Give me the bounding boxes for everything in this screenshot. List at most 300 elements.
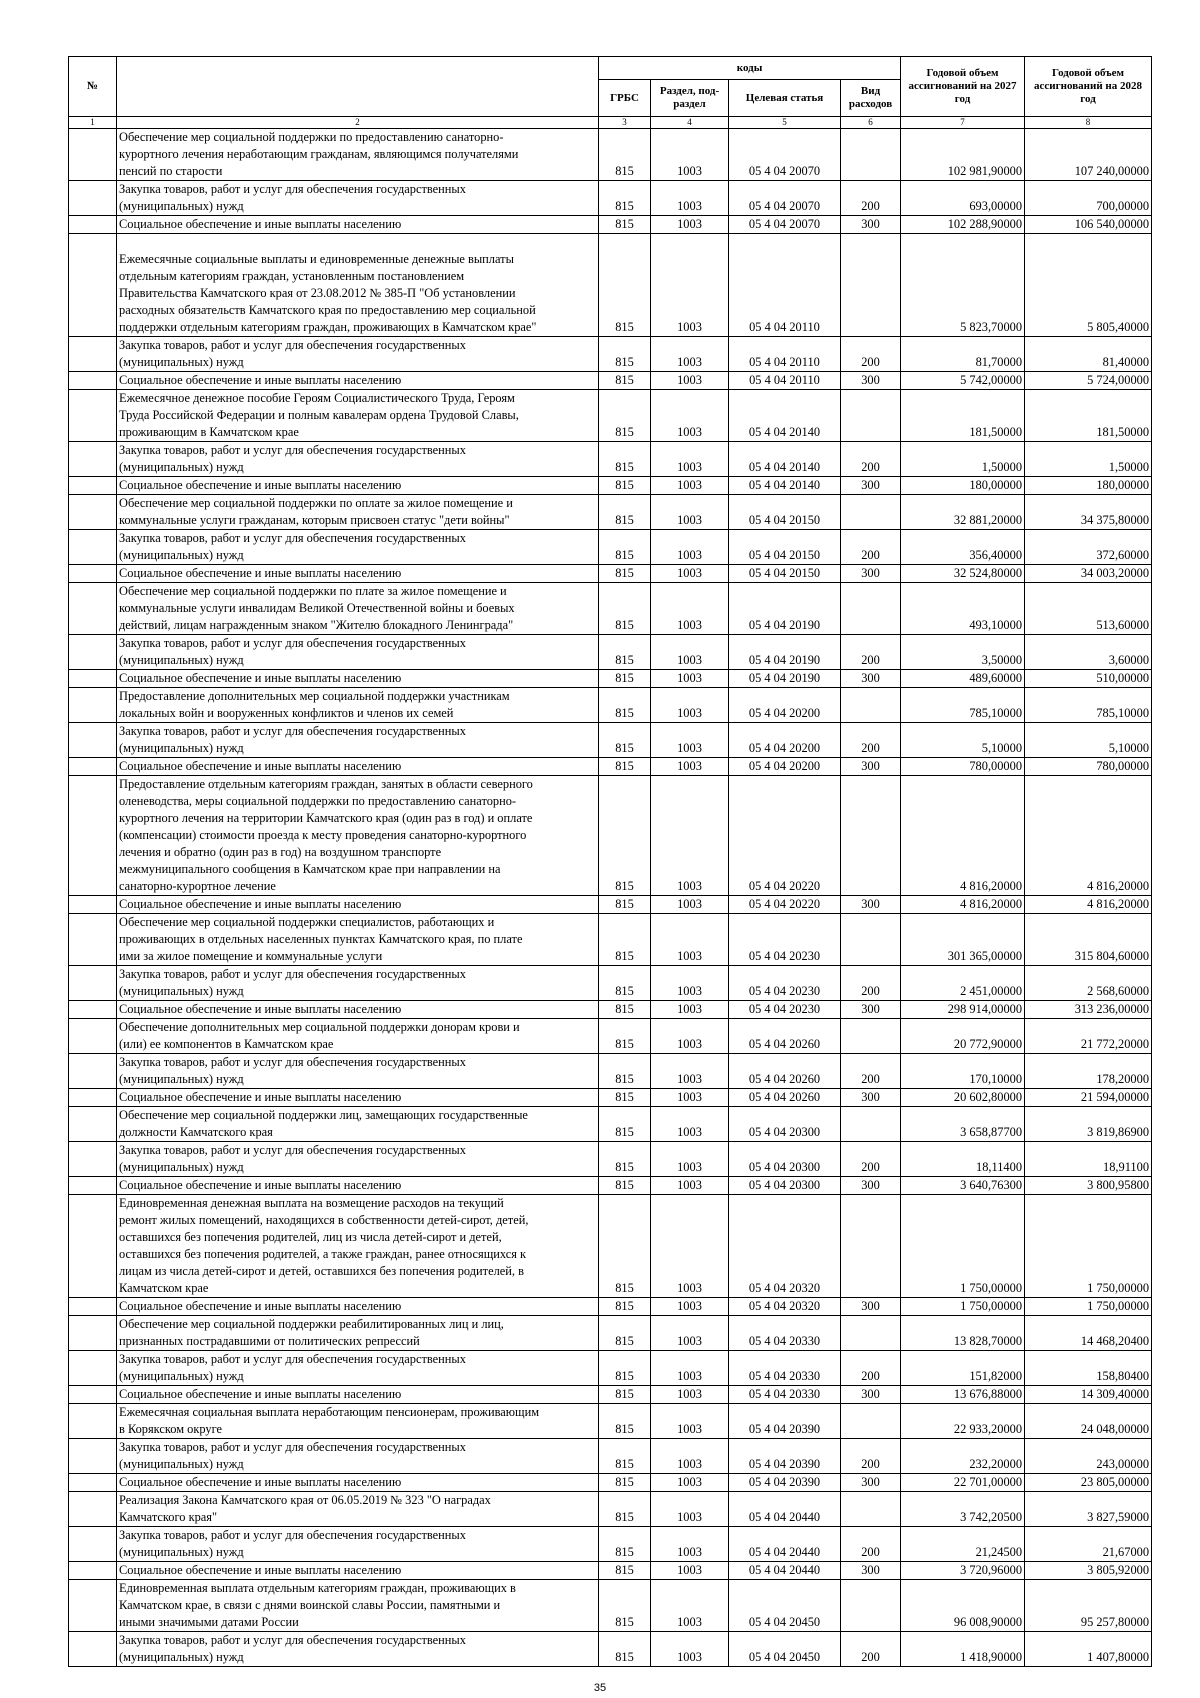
- row-name-cell: Обеспечение мер социальной поддержки реабилитированных лиц и лиц, признанных пострадавшими от политических репрессий: [117, 1316, 599, 1351]
- row-2027-cell: 1 750,00000: [901, 1298, 1025, 1316]
- row-section-cell: 1003: [651, 914, 729, 966]
- row-2027-cell: 4 816,20000: [901, 896, 1025, 914]
- row-kind-cell: 300: [841, 565, 901, 583]
- row-grbs-cell: 815: [599, 1351, 651, 1386]
- row-target-cell: 05 4 04 20230: [729, 966, 841, 1001]
- row-2027-cell: 18,11400: [901, 1142, 1025, 1177]
- row-2028-cell: 24 048,00000: [1025, 1404, 1152, 1439]
- row-number-cell: [69, 565, 117, 583]
- row-section-cell: 1003: [651, 495, 729, 530]
- row-2027-cell: 81,70000: [901, 337, 1025, 372]
- row-kind-cell: 300: [841, 1562, 901, 1580]
- row-number-cell: [69, 234, 117, 337]
- row-2028-cell: 372,60000: [1025, 530, 1152, 565]
- row-2028-cell: 180,00000: [1025, 477, 1152, 495]
- table-row: [69, 495, 1152, 530]
- column-number: 2: [117, 117, 599, 129]
- row-number-cell: [69, 1351, 117, 1386]
- row-section-cell: 1003: [651, 670, 729, 688]
- row-number-cell: [69, 1580, 117, 1632]
- row-kind-cell: [841, 1019, 901, 1054]
- row-number-cell: [69, 1562, 117, 1580]
- row-kind-cell: 200: [841, 966, 901, 1001]
- row-grbs-cell: 815: [599, 670, 651, 688]
- row-kind-cell: [841, 583, 901, 635]
- row-grbs-cell: 815: [599, 565, 651, 583]
- row-kind-cell: [841, 1107, 901, 1142]
- table-row: [69, 723, 1152, 758]
- row-target-cell: 05 4 04 20390: [729, 1404, 841, 1439]
- row-target-cell: 05 4 04 20110: [729, 372, 841, 390]
- row-2027-cell: 20 602,80000: [901, 1089, 1025, 1107]
- row-grbs-cell: 815: [599, 129, 651, 181]
- row-number-cell: [69, 372, 117, 390]
- row-kind-cell: 200: [841, 337, 901, 372]
- row-name-cell: Закупка товаров, работ и услуг для обеспечения государственных (муниципальных) нужд: [117, 1632, 599, 1667]
- row-number-cell: [69, 1019, 117, 1054]
- table-row: [69, 216, 1152, 234]
- row-grbs-cell: 815: [599, 1001, 651, 1019]
- row-grbs-cell: 815: [599, 1054, 651, 1089]
- header-target: Целевая статья: [729, 80, 841, 117]
- row-name-cell: Социальное обеспечение и иные выплаты населению: [117, 758, 599, 776]
- row-kind-cell: [841, 1195, 901, 1298]
- row-target-cell: 05 4 04 20150: [729, 495, 841, 530]
- row-target-cell: 05 4 04 20150: [729, 530, 841, 565]
- table-row: [69, 1632, 1152, 1667]
- row-2028-cell: 181,50000: [1025, 390, 1152, 442]
- row-grbs-cell: 815: [599, 495, 651, 530]
- row-target-cell: 05 4 04 20260: [729, 1019, 841, 1054]
- row-grbs-cell: 815: [599, 914, 651, 966]
- row-kind-cell: [841, 129, 901, 181]
- table-row: [69, 1404, 1152, 1439]
- row-section-cell: 1003: [651, 635, 729, 670]
- row-name-cell: Социальное обеспечение и иные выплаты населению: [117, 1089, 599, 1107]
- row-number-cell: [69, 181, 117, 216]
- row-grbs-cell: 815: [599, 1298, 651, 1316]
- row-target-cell: 05 4 04 20440: [729, 1562, 841, 1580]
- row-target-cell: 05 4 04 20320: [729, 1298, 841, 1316]
- row-2028-cell: 1,50000: [1025, 442, 1152, 477]
- row-target-cell: 05 4 04 20390: [729, 1439, 841, 1474]
- row-2027-cell: 22 933,20000: [901, 1404, 1025, 1439]
- table-row: [69, 1316, 1152, 1351]
- row-2027-cell: 2 451,00000: [901, 966, 1025, 1001]
- row-grbs-cell: 815: [599, 688, 651, 723]
- row-name-cell: Социальное обеспечение и иные выплаты населению: [117, 1298, 599, 1316]
- row-name-cell: Обеспечение мер социальной поддержки по предоставлению санаторно- курортного лечения неработающим гражданам, являющимся получателями пенсий по старости: [117, 129, 599, 181]
- table-row: [69, 688, 1152, 723]
- row-section-cell: 1003: [651, 1632, 729, 1667]
- row-grbs-cell: 815: [599, 390, 651, 442]
- row-2028-cell: 1 750,00000: [1025, 1195, 1152, 1298]
- row-kind-cell: 300: [841, 1298, 901, 1316]
- row-grbs-cell: 815: [599, 1316, 651, 1351]
- row-target-cell: 05 4 04 20300: [729, 1177, 841, 1195]
- row-2027-cell: 693,00000: [901, 181, 1025, 216]
- row-name-cell: Обеспечение мер социальной поддержки по плате за жилое помещение и коммунальные услуги инвалидам Великой Отечественной войны и боевых действий, лицам награжденным знаком "Жителю блокадного Ленинграда": [117, 583, 599, 635]
- row-2027-cell: 356,40000: [901, 530, 1025, 565]
- row-2028-cell: 510,00000: [1025, 670, 1152, 688]
- column-number: 8: [1025, 117, 1152, 129]
- row-section-cell: 1003: [651, 896, 729, 914]
- row-2028-cell: 34 003,20000: [1025, 565, 1152, 583]
- table-row: [69, 1527, 1152, 1562]
- row-number-cell: [69, 914, 117, 966]
- column-number: 3: [599, 117, 651, 129]
- row-kind-cell: 300: [841, 670, 901, 688]
- row-number-cell: [69, 688, 117, 723]
- row-name-cell: Социальное обеспечение и иные выплаты населению: [117, 1177, 599, 1195]
- row-number-cell: [69, 1474, 117, 1492]
- row-target-cell: 05 4 04 20450: [729, 1580, 841, 1632]
- row-2027-cell: 5,10000: [901, 723, 1025, 758]
- row-2028-cell: 178,20000: [1025, 1054, 1152, 1089]
- table-row: [69, 1492, 1152, 1527]
- row-number-cell: [69, 337, 117, 372]
- row-name-cell: Закупка товаров, работ и услуг для обеспечения государственных (муниципальных) нужд: [117, 1527, 599, 1562]
- row-name-cell: Закупка товаров, работ и услуг для обеспечения государственных (муниципальных) нужд: [117, 723, 599, 758]
- row-section-cell: 1003: [651, 1386, 729, 1404]
- row-2027-cell: 32 881,20000: [901, 495, 1025, 530]
- row-section-cell: 1003: [651, 583, 729, 635]
- row-2027-cell: 5 823,70000: [901, 234, 1025, 337]
- row-target-cell: 05 4 04 20330: [729, 1386, 841, 1404]
- row-number-cell: [69, 1632, 117, 1667]
- row-section-cell: 1003: [651, 1351, 729, 1386]
- row-number-cell: [69, 495, 117, 530]
- row-kind-cell: 300: [841, 1001, 901, 1019]
- row-section-cell: 1003: [651, 1054, 729, 1089]
- row-grbs-cell: 815: [599, 966, 651, 1001]
- row-kind-cell: 300: [841, 1386, 901, 1404]
- row-grbs-cell: 815: [599, 1177, 651, 1195]
- row-kind-cell: 200: [841, 1351, 901, 1386]
- row-2028-cell: 3,60000: [1025, 635, 1152, 670]
- row-kind-cell: 200: [841, 1527, 901, 1562]
- row-number-cell: [69, 1142, 117, 1177]
- row-kind-cell: 200: [841, 1142, 901, 1177]
- row-2027-cell: 489,60000: [901, 670, 1025, 688]
- row-number-cell: [69, 1386, 117, 1404]
- row-kind-cell: 300: [841, 1089, 901, 1107]
- row-grbs-cell: 815: [599, 1562, 651, 1580]
- row-2028-cell: 14 309,40000: [1025, 1386, 1152, 1404]
- row-target-cell: 05 4 04 20440: [729, 1527, 841, 1562]
- row-name-cell: Ежемесячные социальные выплаты и единовременные денежные выплаты отдельным категориям граждан, установленным постановлением Правительства Камчатского края от 23.08.2012 № 385-П "Об установлении расходных обязательств Камчатского края по предоставлению мер социальной поддержки отдельным категориям граждан, проживающих в Камчатском крае": [117, 234, 599, 337]
- row-section-cell: 1003: [651, 1474, 729, 1492]
- table-row: [69, 530, 1152, 565]
- row-target-cell: 05 4 04 20190: [729, 670, 841, 688]
- row-name-cell: Единовременная денежная выплата на возмещение расходов на текущий ремонт жилых помещений, находящихся в собственности детей-сирот, детей, оставшихся без попечения родителей, лиц из числа детей-сирот и детей, оставшихся без попечения родителей, а также граждан, ранее относящихся к лицам из числа детей-сирот и детей, оставшихся без попечения родителей, в Камчатском крае: [117, 1195, 599, 1298]
- row-section-cell: 1003: [651, 1580, 729, 1632]
- row-target-cell: 05 4 04 20150: [729, 565, 841, 583]
- row-kind-cell: 300: [841, 758, 901, 776]
- row-section-cell: 1003: [651, 688, 729, 723]
- row-target-cell: 05 4 04 20300: [729, 1142, 841, 1177]
- row-name-cell: Социальное обеспечение и иные выплаты населению: [117, 1562, 599, 1580]
- row-2028-cell: 3 827,59000: [1025, 1492, 1152, 1527]
- budget-table: [68, 56, 1152, 1667]
- row-kind-cell: 300: [841, 1474, 901, 1492]
- table-row: [69, 442, 1152, 477]
- row-kind-cell: 200: [841, 635, 901, 670]
- row-target-cell: 05 4 04 20200: [729, 688, 841, 723]
- row-section-cell: 1003: [651, 181, 729, 216]
- row-name-cell: Закупка товаров, работ и услуг для обеспечения государственных (муниципальных) нужд: [117, 966, 599, 1001]
- row-name-cell: Социальное обеспечение и иные выплаты населению: [117, 1001, 599, 1019]
- table-row: [69, 914, 1152, 966]
- row-2027-cell: 4 816,20000: [901, 776, 1025, 896]
- row-target-cell: 05 4 04 20330: [729, 1351, 841, 1386]
- row-2028-cell: 513,60000: [1025, 583, 1152, 635]
- row-section-cell: 1003: [651, 1439, 729, 1474]
- row-2028-cell: 95 257,80000: [1025, 1580, 1152, 1632]
- row-name-cell: Социальное обеспечение и иные выплаты населению: [117, 477, 599, 495]
- row-2028-cell: 313 236,00000: [1025, 1001, 1152, 1019]
- row-2027-cell: 170,10000: [901, 1054, 1025, 1089]
- row-name-cell: Предоставление отдельным категориям граждан, занятых в области северного оленеводства, меры социальной поддержки по предоставлению санаторно- курортного лечения на территории Камчатского края (один раз в год) и оплате (компенсации) стоимости проезда к месту проведения санаторно-курортного лечения и обратно (один раз в год) на воздушном транспорте межмуниципального сообщения в Камчатском крае при направлении на санаторно-курортное лечение: [117, 776, 599, 896]
- column-number: 5: [729, 117, 841, 129]
- row-number-cell: [69, 1404, 117, 1439]
- row-grbs-cell: 815: [599, 1439, 651, 1474]
- row-number-cell: [69, 390, 117, 442]
- table-row: [69, 181, 1152, 216]
- row-2028-cell: 106 540,00000: [1025, 216, 1152, 234]
- row-number-cell: [69, 1054, 117, 1089]
- row-number-cell: [69, 1195, 117, 1298]
- header-2027: Годовой объем ассигнований на 2027 год: [901, 57, 1025, 117]
- row-2027-cell: 180,00000: [901, 477, 1025, 495]
- row-kind-cell: 300: [841, 372, 901, 390]
- row-number-cell: [69, 966, 117, 1001]
- table-row: [69, 1474, 1152, 1492]
- row-kind-cell: 300: [841, 216, 901, 234]
- row-grbs-cell: 815: [599, 1019, 651, 1054]
- row-section-cell: 1003: [651, 966, 729, 1001]
- row-name-cell: Закупка товаров, работ и услуг для обеспечения государственных (муниципальных) нужд: [117, 635, 599, 670]
- row-section-cell: 1003: [651, 1404, 729, 1439]
- table-row: [69, 477, 1152, 495]
- row-target-cell: 05 4 04 20200: [729, 723, 841, 758]
- row-section-cell: 1003: [651, 1195, 729, 1298]
- column-number: 4: [651, 117, 729, 129]
- row-name-cell: Социальное обеспечение и иные выплаты населению: [117, 372, 599, 390]
- row-2028-cell: 780,00000: [1025, 758, 1152, 776]
- row-number-cell: [69, 635, 117, 670]
- row-section-cell: 1003: [651, 1089, 729, 1107]
- table-row: [69, 1298, 1152, 1316]
- header-name: [117, 57, 599, 117]
- row-kind-cell: [841, 914, 901, 966]
- row-2027-cell: 181,50000: [901, 390, 1025, 442]
- row-number-cell: [69, 776, 117, 896]
- table-row: [69, 583, 1152, 635]
- row-target-cell: 05 4 04 20200: [729, 758, 841, 776]
- row-target-cell: 05 4 04 20440: [729, 1492, 841, 1527]
- row-kind-cell: [841, 495, 901, 530]
- row-target-cell: 05 4 04 20390: [729, 1474, 841, 1492]
- row-grbs-cell: 815: [599, 1404, 651, 1439]
- row-2027-cell: 1 418,90000: [901, 1632, 1025, 1667]
- row-2027-cell: 3 658,87700: [901, 1107, 1025, 1142]
- row-section-cell: 1003: [651, 1177, 729, 1195]
- row-name-cell: Закупка товаров, работ и услуг для обеспечения государственных (муниципальных) нужд: [117, 337, 599, 372]
- row-2028-cell: 14 468,20400: [1025, 1316, 1152, 1351]
- row-kind-cell: [841, 1316, 901, 1351]
- table-row: [69, 966, 1152, 1001]
- row-kind-cell: 200: [841, 723, 901, 758]
- header-kind: Вид расходов: [841, 80, 901, 117]
- row-number-cell: [69, 1439, 117, 1474]
- row-2028-cell: 34 375,80000: [1025, 495, 1152, 530]
- row-kind-cell: 200: [841, 1632, 901, 1667]
- row-target-cell: 05 4 04 20260: [729, 1054, 841, 1089]
- row-number-cell: [69, 723, 117, 758]
- row-2028-cell: 21,67000: [1025, 1527, 1152, 1562]
- table-row: [69, 372, 1152, 390]
- row-section-cell: 1003: [651, 234, 729, 337]
- row-2027-cell: 151,82000: [901, 1351, 1025, 1386]
- row-grbs-cell: 815: [599, 216, 651, 234]
- row-name-cell: Реализация Закона Камчатского края от 06.05.2019 № 323 "О наградах Камчатского края": [117, 1492, 599, 1527]
- row-name-cell: Закупка товаров, работ и услуг для обеспечения государственных (муниципальных) нужд: [117, 1439, 599, 1474]
- row-section-cell: 1003: [651, 1019, 729, 1054]
- row-grbs-cell: 815: [599, 635, 651, 670]
- row-grbs-cell: 815: [599, 1632, 651, 1667]
- row-section-cell: 1003: [651, 337, 729, 372]
- row-name-cell: Ежемесячное денежное пособие Героям Социалистического Труда, Героям Труда Российской Федерации и полным кавалерам ордена Трудовой Славы, проживающим в Камчатском крае: [117, 390, 599, 442]
- table-row: [69, 1562, 1152, 1580]
- row-2027-cell: 3,50000: [901, 635, 1025, 670]
- row-grbs-cell: 815: [599, 1195, 651, 1298]
- column-number: 1: [69, 117, 117, 129]
- row-kind-cell: 300: [841, 477, 901, 495]
- table-row: [69, 1142, 1152, 1177]
- row-target-cell: 05 4 04 20110: [729, 234, 841, 337]
- row-2027-cell: 102 981,90000: [901, 129, 1025, 181]
- row-grbs-cell: 815: [599, 337, 651, 372]
- row-number-cell: [69, 670, 117, 688]
- row-target-cell: 05 4 04 20300: [729, 1107, 841, 1142]
- row-number-cell: [69, 583, 117, 635]
- row-grbs-cell: 815: [599, 477, 651, 495]
- row-target-cell: 05 4 04 20450: [729, 1632, 841, 1667]
- row-2028-cell: 3 800,95800: [1025, 1177, 1152, 1195]
- row-2028-cell: 18,91100: [1025, 1142, 1152, 1177]
- row-number-cell: [69, 1316, 117, 1351]
- row-grbs-cell: 815: [599, 1580, 651, 1632]
- row-2027-cell: 232,20000: [901, 1439, 1025, 1474]
- table-row: [69, 758, 1152, 776]
- row-name-cell: Единовременная выплата отдельным категориям граждан, проживающих в Камчатском крае, в связи с днями воинской славы России, памятными и иными значимыми датами России: [117, 1580, 599, 1632]
- row-2028-cell: 21 594,00000: [1025, 1089, 1152, 1107]
- row-target-cell: 05 4 04 20140: [729, 477, 841, 495]
- row-name-cell: Обеспечение мер социальной поддержки специалистов, работающих и проживающих в отдельных населенных пунктах Камчатского края, по плате ими за жилое помещение и коммунальные услуги: [117, 914, 599, 966]
- row-grbs-cell: 815: [599, 181, 651, 216]
- row-kind-cell: 300: [841, 1177, 901, 1195]
- row-kind-cell: [841, 1580, 901, 1632]
- row-name-cell: Обеспечение мер социальной поддержки лиц, замещающих государственные должности Камчатского края: [117, 1107, 599, 1142]
- row-section-cell: 1003: [651, 129, 729, 181]
- row-target-cell: 05 4 04 20140: [729, 390, 841, 442]
- row-2028-cell: 5 805,40000: [1025, 234, 1152, 337]
- table-row: [69, 896, 1152, 914]
- header-2028: Годовой объем ассигнований на 2028 год: [1025, 57, 1152, 117]
- table-row: [69, 390, 1152, 442]
- row-section-cell: 1003: [651, 776, 729, 896]
- row-grbs-cell: 815: [599, 758, 651, 776]
- row-section-cell: 1003: [651, 1107, 729, 1142]
- row-name-cell: Закупка товаров, работ и услуг для обеспечения государственных (муниципальных) нужд: [117, 1054, 599, 1089]
- table-row: [69, 1177, 1152, 1195]
- row-number-cell: [69, 1089, 117, 1107]
- row-grbs-cell: 815: [599, 583, 651, 635]
- row-section-cell: 1003: [651, 1142, 729, 1177]
- row-grbs-cell: 815: [599, 442, 651, 477]
- row-grbs-cell: 815: [599, 1089, 651, 1107]
- row-target-cell: 05 4 04 20190: [729, 583, 841, 635]
- row-grbs-cell: 815: [599, 1474, 651, 1492]
- row-grbs-cell: 815: [599, 1527, 651, 1562]
- row-kind-cell: [841, 390, 901, 442]
- row-target-cell: 05 4 04 20260: [729, 1089, 841, 1107]
- row-name-cell: Предоставление дополнительных мер социальной поддержки участникам локальных войн и вооруженных конфликтов и членов их семей: [117, 688, 599, 723]
- row-2027-cell: 3 720,96000: [901, 1562, 1025, 1580]
- row-number-cell: [69, 1107, 117, 1142]
- header-grbs: ГРБС: [599, 80, 651, 117]
- row-grbs-cell: 815: [599, 776, 651, 896]
- row-kind-cell: 200: [841, 181, 901, 216]
- row-2028-cell: 21 772,20000: [1025, 1019, 1152, 1054]
- row-2028-cell: 315 804,60000: [1025, 914, 1152, 966]
- table-row: [69, 337, 1152, 372]
- row-name-cell: Социальное обеспечение и иные выплаты населению: [117, 1386, 599, 1404]
- row-grbs-cell: 815: [599, 1492, 651, 1527]
- row-kind-cell: 200: [841, 530, 901, 565]
- row-2028-cell: 5,10000: [1025, 723, 1152, 758]
- row-number-cell: [69, 129, 117, 181]
- row-number-cell: [69, 477, 117, 495]
- page-number: 35: [593, 1682, 607, 1694]
- row-target-cell: 05 4 04 20140: [729, 442, 841, 477]
- row-section-cell: 1003: [651, 372, 729, 390]
- column-number: 6: [841, 117, 901, 129]
- row-number-cell: [69, 442, 117, 477]
- row-grbs-cell: 815: [599, 234, 651, 337]
- row-section-cell: 1003: [651, 530, 729, 565]
- row-section-cell: 1003: [651, 1316, 729, 1351]
- row-grbs-cell: 815: [599, 372, 651, 390]
- table-row: [69, 234, 1152, 337]
- row-kind-cell: [841, 234, 901, 337]
- row-number-cell: [69, 1492, 117, 1527]
- row-grbs-cell: 815: [599, 1386, 651, 1404]
- row-target-cell: 05 4 04 20220: [729, 896, 841, 914]
- row-grbs-cell: 815: [599, 1107, 651, 1142]
- header-codes: коды: [599, 57, 901, 80]
- table-body: [69, 129, 1152, 1667]
- row-kind-cell: [841, 1404, 901, 1439]
- row-2027-cell: 21,24500: [901, 1527, 1025, 1562]
- table-row: [69, 1351, 1152, 1386]
- row-2027-cell: 1 750,00000: [901, 1195, 1025, 1298]
- row-2028-cell: 700,00000: [1025, 181, 1152, 216]
- row-2028-cell: 1 750,00000: [1025, 1298, 1152, 1316]
- row-2027-cell: 785,10000: [901, 688, 1025, 723]
- row-2028-cell: 4 816,20000: [1025, 776, 1152, 896]
